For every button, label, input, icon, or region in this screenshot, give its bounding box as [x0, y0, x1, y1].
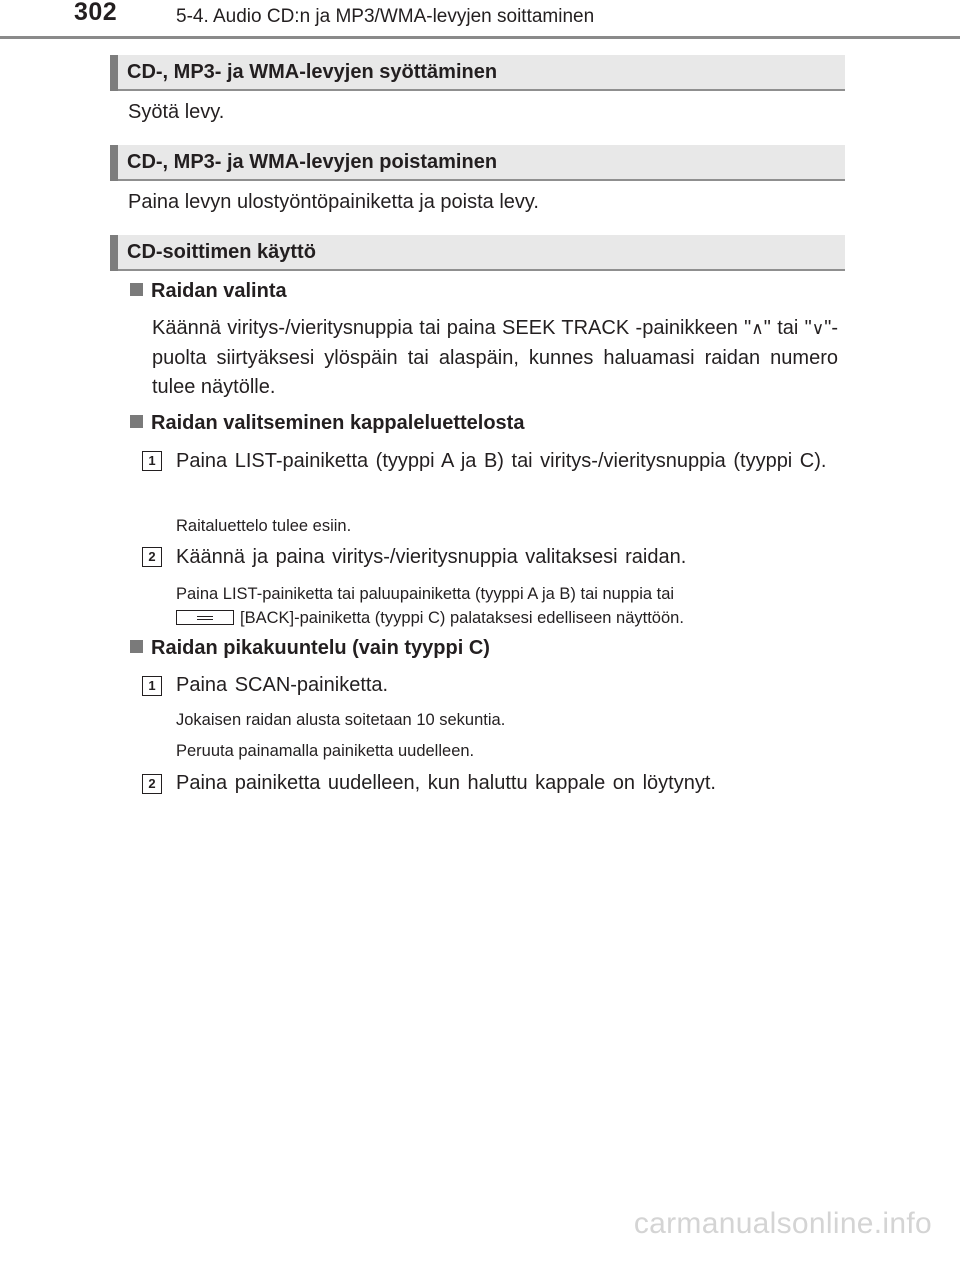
step-note: Jokaisen raidan alusta soitetaan 10 sekuntia. [176, 711, 506, 729]
section-heading-operation [110, 235, 845, 271]
step-note: Peruuta painamalla painiketta uudelleen. [176, 742, 475, 760]
sub-heading-label: Raidan pikakuuntelu (vain tyyppi C) [151, 637, 490, 659]
section-heading-label: CD-, MP3- ja WMA-levyjen poistaminen [127, 151, 498, 173]
down-arrow-icon: ∨ [811, 319, 825, 338]
insert-text: Syötä levy. [128, 101, 225, 123]
section-heading-label: CD-, MP3- ja WMA-levyjen syöttäminen [127, 61, 498, 83]
text-segment: Käännä viritys-/vieritysnuppia tai paina SEEK TRACK -painikkeen " [152, 317, 752, 339]
step-text: Paina SCAN-painiketta. [176, 674, 389, 696]
step-text: Paina painiketta uudelleen, kun haluttu kappale on löytynyt. [176, 772, 716, 794]
chapter-title: 5-4. Audio CD:n ja MP3/WMA-levyjen soittaminen [176, 6, 595, 27]
sub-heading-track-list [130, 412, 524, 435]
text-segment: " tai " [763, 317, 812, 339]
page-number: 302 [74, 0, 118, 26]
section-heading-label: CD-soittimen käyttö [127, 241, 316, 263]
step-text: Paina LIST-painiketta (tyyppi A ja B) tai viritys-/vieritysnuppia (tyyppi C). [176, 450, 827, 472]
step-number-2: 2 [142, 774, 162, 794]
section-heading-insert [110, 55, 845, 91]
square-bullet-icon [130, 283, 143, 296]
sub-heading-label: Raidan valinta [151, 280, 287, 302]
sub-heading-label: Raidan valitseminen kappaleluettelosta [151, 412, 525, 434]
text-segment: Paina LIST-painiketta tai paluupainiketta (tyyppi A ja B) tai nuppia tai [176, 585, 675, 603]
remove-text: Paina levyn ulostyöntöpainiketta ja poista levy. [128, 191, 539, 213]
sub-heading-track-select [130, 280, 287, 303]
step-note: Raitaluettelo tulee esiin. [176, 517, 352, 535]
step-text: Käännä ja paina viritys-/vieritysnuppia valitaksesi raidan. [176, 546, 687, 568]
step-number-1: 1 [142, 451, 162, 471]
heading-bar [110, 55, 118, 91]
section-heading-remove [110, 145, 845, 181]
step-note [176, 582, 838, 630]
square-bullet-icon [130, 640, 143, 653]
text-segment: [BACK]-painiketta (tyyppi C) palataksesi edelliseen näyttöön. [240, 609, 684, 627]
back-key-icon [176, 610, 234, 625]
text-segment: "-puolta siirtyäksesi ylöspäin tai alaspäin, kunnes haluamasi raidan numero tulee näytölle. [152, 317, 839, 398]
header-rule [0, 36, 960, 39]
step-number-1: 1 [142, 676, 162, 696]
square-bullet-icon [130, 415, 143, 428]
heading-bar [110, 145, 118, 181]
track-select-text [152, 314, 838, 403]
step-number-2: 2 [142, 547, 162, 567]
sub-heading-scan [130, 637, 490, 660]
watermark: carmanualsonline.info [633, 1207, 932, 1240]
up-arrow-icon: ∧ [751, 319, 764, 338]
heading-bar [110, 235, 118, 271]
